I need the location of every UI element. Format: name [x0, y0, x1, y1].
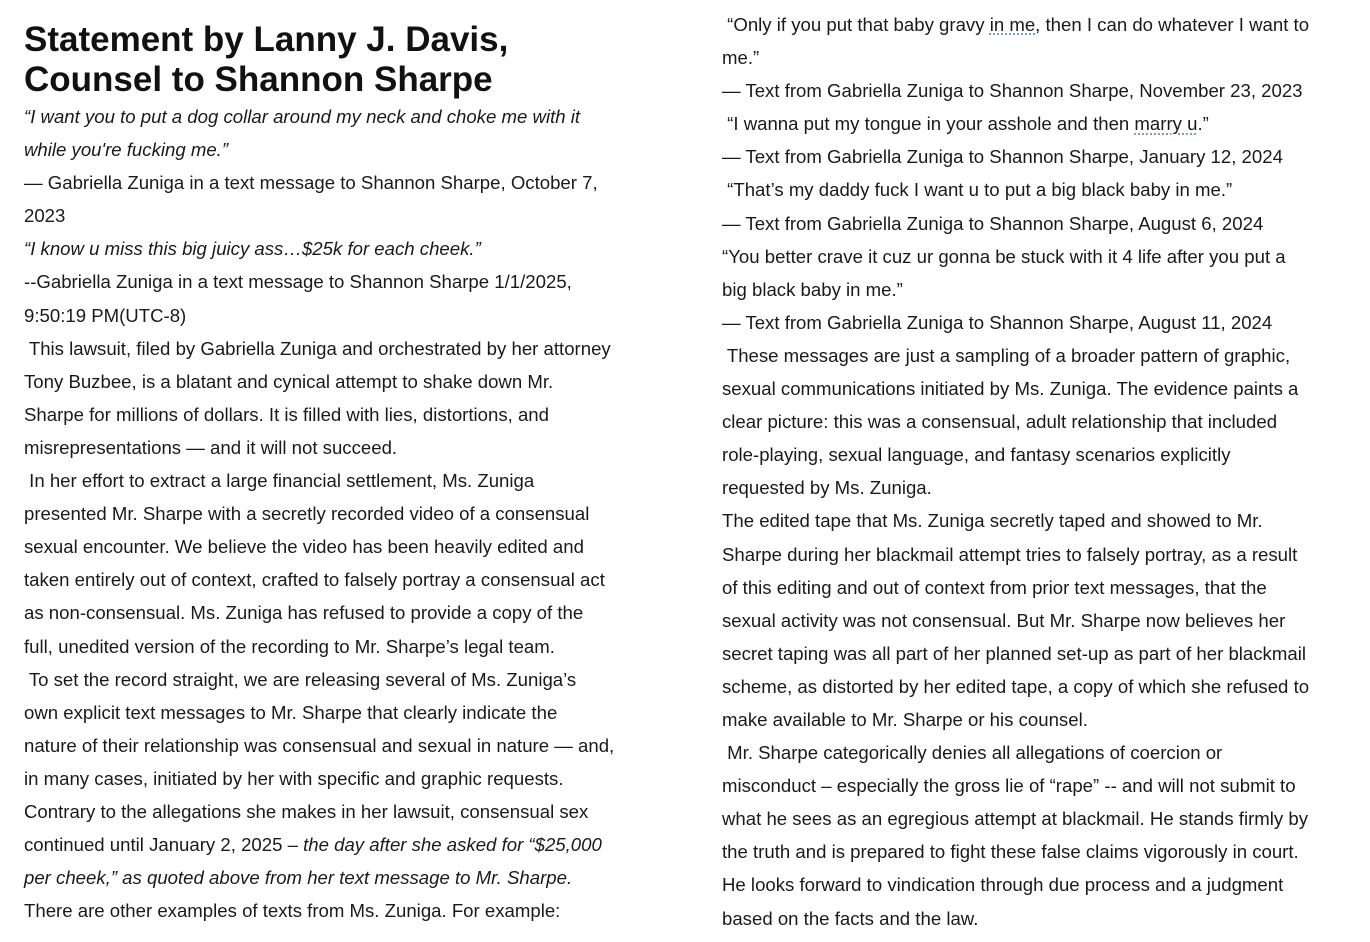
quote-line: while you're fucking me.”	[24, 139, 229, 161]
paragraph-line: To set the record straight, we are releasing several of Ms. Zuniga’s	[24, 668, 577, 690]
plain-text: continued until January 2, 2025 –	[24, 834, 304, 856]
paragraph-line: Contrary to the allegations she makes in her lawsuit, consensual sex	[24, 800, 589, 822]
paragraph-line	[24, 828, 664, 861]
quote-text: “I wanna put my tongue in your asshole and then	[722, 113, 1135, 135]
paragraph-line: make available to Mr. Sharpe or his counsel.	[722, 708, 1088, 730]
paragraph-line: nature of their relationship was consensual and sexual in nature — and,	[24, 734, 615, 756]
paragraph-line: Mr. Sharpe categorically denies all allegations of coercion or	[722, 742, 1223, 764]
title-line-1: Statement by Lanny J. Davis,	[24, 20, 509, 59]
attribution-line: — Gabriella Zuniga in a text message to Shannon Sharpe, October 7,	[24, 172, 598, 194]
paragraph-line: sexual encounter. We believe the video has been heavily edited and	[24, 536, 584, 558]
spellcheck-underlined-text: in me	[989, 14, 1036, 35]
quote-aug6-2024: “That’s my daddy fuck I want u to put a big black baby in me.”	[722, 179, 1233, 201]
paragraph-line: misrepresentations — and it will not succeed.	[24, 436, 398, 458]
paragraph-lawsuit	[24, 332, 664, 464]
quote-line: me.”	[722, 47, 760, 69]
attribution-line: 9:50:19 PM(UTC-8)	[24, 304, 187, 326]
attribution-line: 2023	[24, 205, 66, 227]
page-title	[24, 20, 664, 100]
paragraph-line: This lawsuit, filed by Gabriella Zuniga and orchestrated by her attorney	[24, 337, 611, 359]
paragraph-line: taken entirely out of context, crafted to falsely portray a consensual act	[24, 569, 605, 591]
attribution-jan-2025	[24, 265, 664, 331]
spellcheck-underlined-text: marry u	[1134, 113, 1198, 135]
attribution-aug11-2024: — Text from Gabriella Zuniga to Shannon Sharpe, August 11, 2024	[722, 311, 1273, 333]
quote-line: “I want you to put a dog collar around my neck and choke me with it	[24, 106, 581, 127]
quote-nov-2023	[722, 8, 1362, 74]
paragraph-line: based on the facts and the law.	[722, 907, 979, 929]
paragraph-other-examples: There are other examples of texts from Ms. Zuniga. For example:	[24, 900, 561, 922]
paragraph-line: per cheek,” as quoted above from her text message to Mr. Sharpe.	[24, 867, 573, 889]
quote-line: “You better crave it cuz ur gonna be stuck with it 4 life after you put a	[722, 245, 1286, 267]
quote-dog-collar	[24, 100, 664, 166]
paragraph-line: The edited tape that Ms. Zuniga secretly taped and showed to Mr.	[722, 510, 1263, 532]
italic-text: the day after she asked for “$25,000	[303, 834, 602, 856]
paragraph-line: secret taping was all part of her planned set-up as part of her blackmail	[722, 642, 1306, 664]
quote-line	[722, 8, 1362, 41]
paragraph-line: requested by Ms. Zuniga.	[722, 477, 932, 499]
attribution-oct-2023	[24, 166, 664, 232]
paragraph-line: role-playing, sexual language, and fantasy scenarios explicitly	[722, 444, 1231, 466]
paragraph-line: Sharpe during her blackmail attempt tries to falsely portray, as a result	[722, 543, 1298, 565]
paragraph-line: clear picture: this was a consensual, adult relationship that included	[722, 411, 1278, 433]
paragraph-line: what he sees as an egregious attempt at blackmail. He stands firmly by	[722, 808, 1308, 830]
paragraph-line: sexual activity was not consensual. But Mr. Sharpe now believes her	[722, 609, 1286, 631]
attribution-nov-2023: — Text from Gabriella Zuniga to Shannon Sharpe, November 23, 2023	[722, 80, 1303, 102]
paragraph-line: full, unedited version of the recording to Mr. Sharpe’s legal team.	[24, 635, 555, 657]
paragraph-line: presented Mr. Sharpe with a secretly recorded video of a consensual	[24, 503, 590, 525]
paragraph-line: Sharpe for millions of dollars. It is filled with lies, distortions, and	[24, 403, 549, 425]
paragraph-line: scheme, as distorted by her edited tape, a copy of which she refused to	[722, 675, 1310, 697]
paragraph-line: as non-consensual. Ms. Zuniga has refused to provide a copy of the	[24, 602, 584, 624]
paragraph-line: In her effort to extract a large financial settlement, Ms. Zuniga	[24, 470, 535, 492]
paragraph-line: the truth and is prepared to fight these false claims vigorously in court.	[722, 841, 1299, 863]
paragraph-line: in many cases, initiated by her with specific and graphic requests.	[24, 767, 564, 789]
quote-text: , then I can do whatever I want to	[1035, 14, 1310, 35]
paragraph-settlement	[24, 464, 664, 663]
quote-jan-2024	[722, 107, 1362, 140]
title-line-2: Counsel to Shannon Sharpe	[24, 60, 493, 99]
quote-text: .”	[1197, 113, 1209, 135]
quote-text: “Only if you put that baby gravy	[722, 14, 990, 35]
paragraph-line: of this editing and out of context from prior text messages, that the	[722, 576, 1267, 598]
quote-line: big black baby in me.”	[722, 278, 903, 300]
paragraph-line: own explicit text messages to Mr. Sharpe that clearly indicate the	[24, 701, 558, 723]
paragraph-line: misconduct – especially the gross lie of “rape” -- and will not submit to	[722, 775, 1296, 797]
paragraph-line: He looks forward to vindication through due process and a judgment	[722, 874, 1284, 896]
quote-25k: “I know u miss this big juicy ass…$25k for each cheek.”	[24, 238, 481, 260]
paragraph-edited-tape	[722, 504, 1362, 736]
attribution-aug6-2024: — Text from Gabriella Zuniga to Shannon Sharpe, August 6, 2024	[722, 212, 1264, 234]
paragraph-line: sexual communications initiated by Ms. Zuniga. The evidence paints a	[722, 378, 1299, 400]
paragraph-line: These messages are just a sampling of a broader pattern of graphic,	[722, 344, 1291, 366]
left-column	[24, 0, 664, 927]
right-column	[722, 0, 1362, 935]
quote-aug11-2024	[722, 240, 1362, 306]
paragraph-line: Tony Buzbee, is a blatant and cynical attempt to shake down Mr.	[24, 370, 554, 392]
paragraph-sampling	[722, 339, 1362, 504]
paragraph-record-straight	[24, 663, 664, 895]
attribution-line: --Gabriella Zuniga in a text message to Shannon Sharpe 1/1/2025,	[24, 271, 572, 293]
attribution-jan-2024: — Text from Gabriella Zuniga to Shannon Sharpe, January 12, 2024	[722, 146, 1283, 168]
paragraph-denial	[722, 736, 1362, 935]
